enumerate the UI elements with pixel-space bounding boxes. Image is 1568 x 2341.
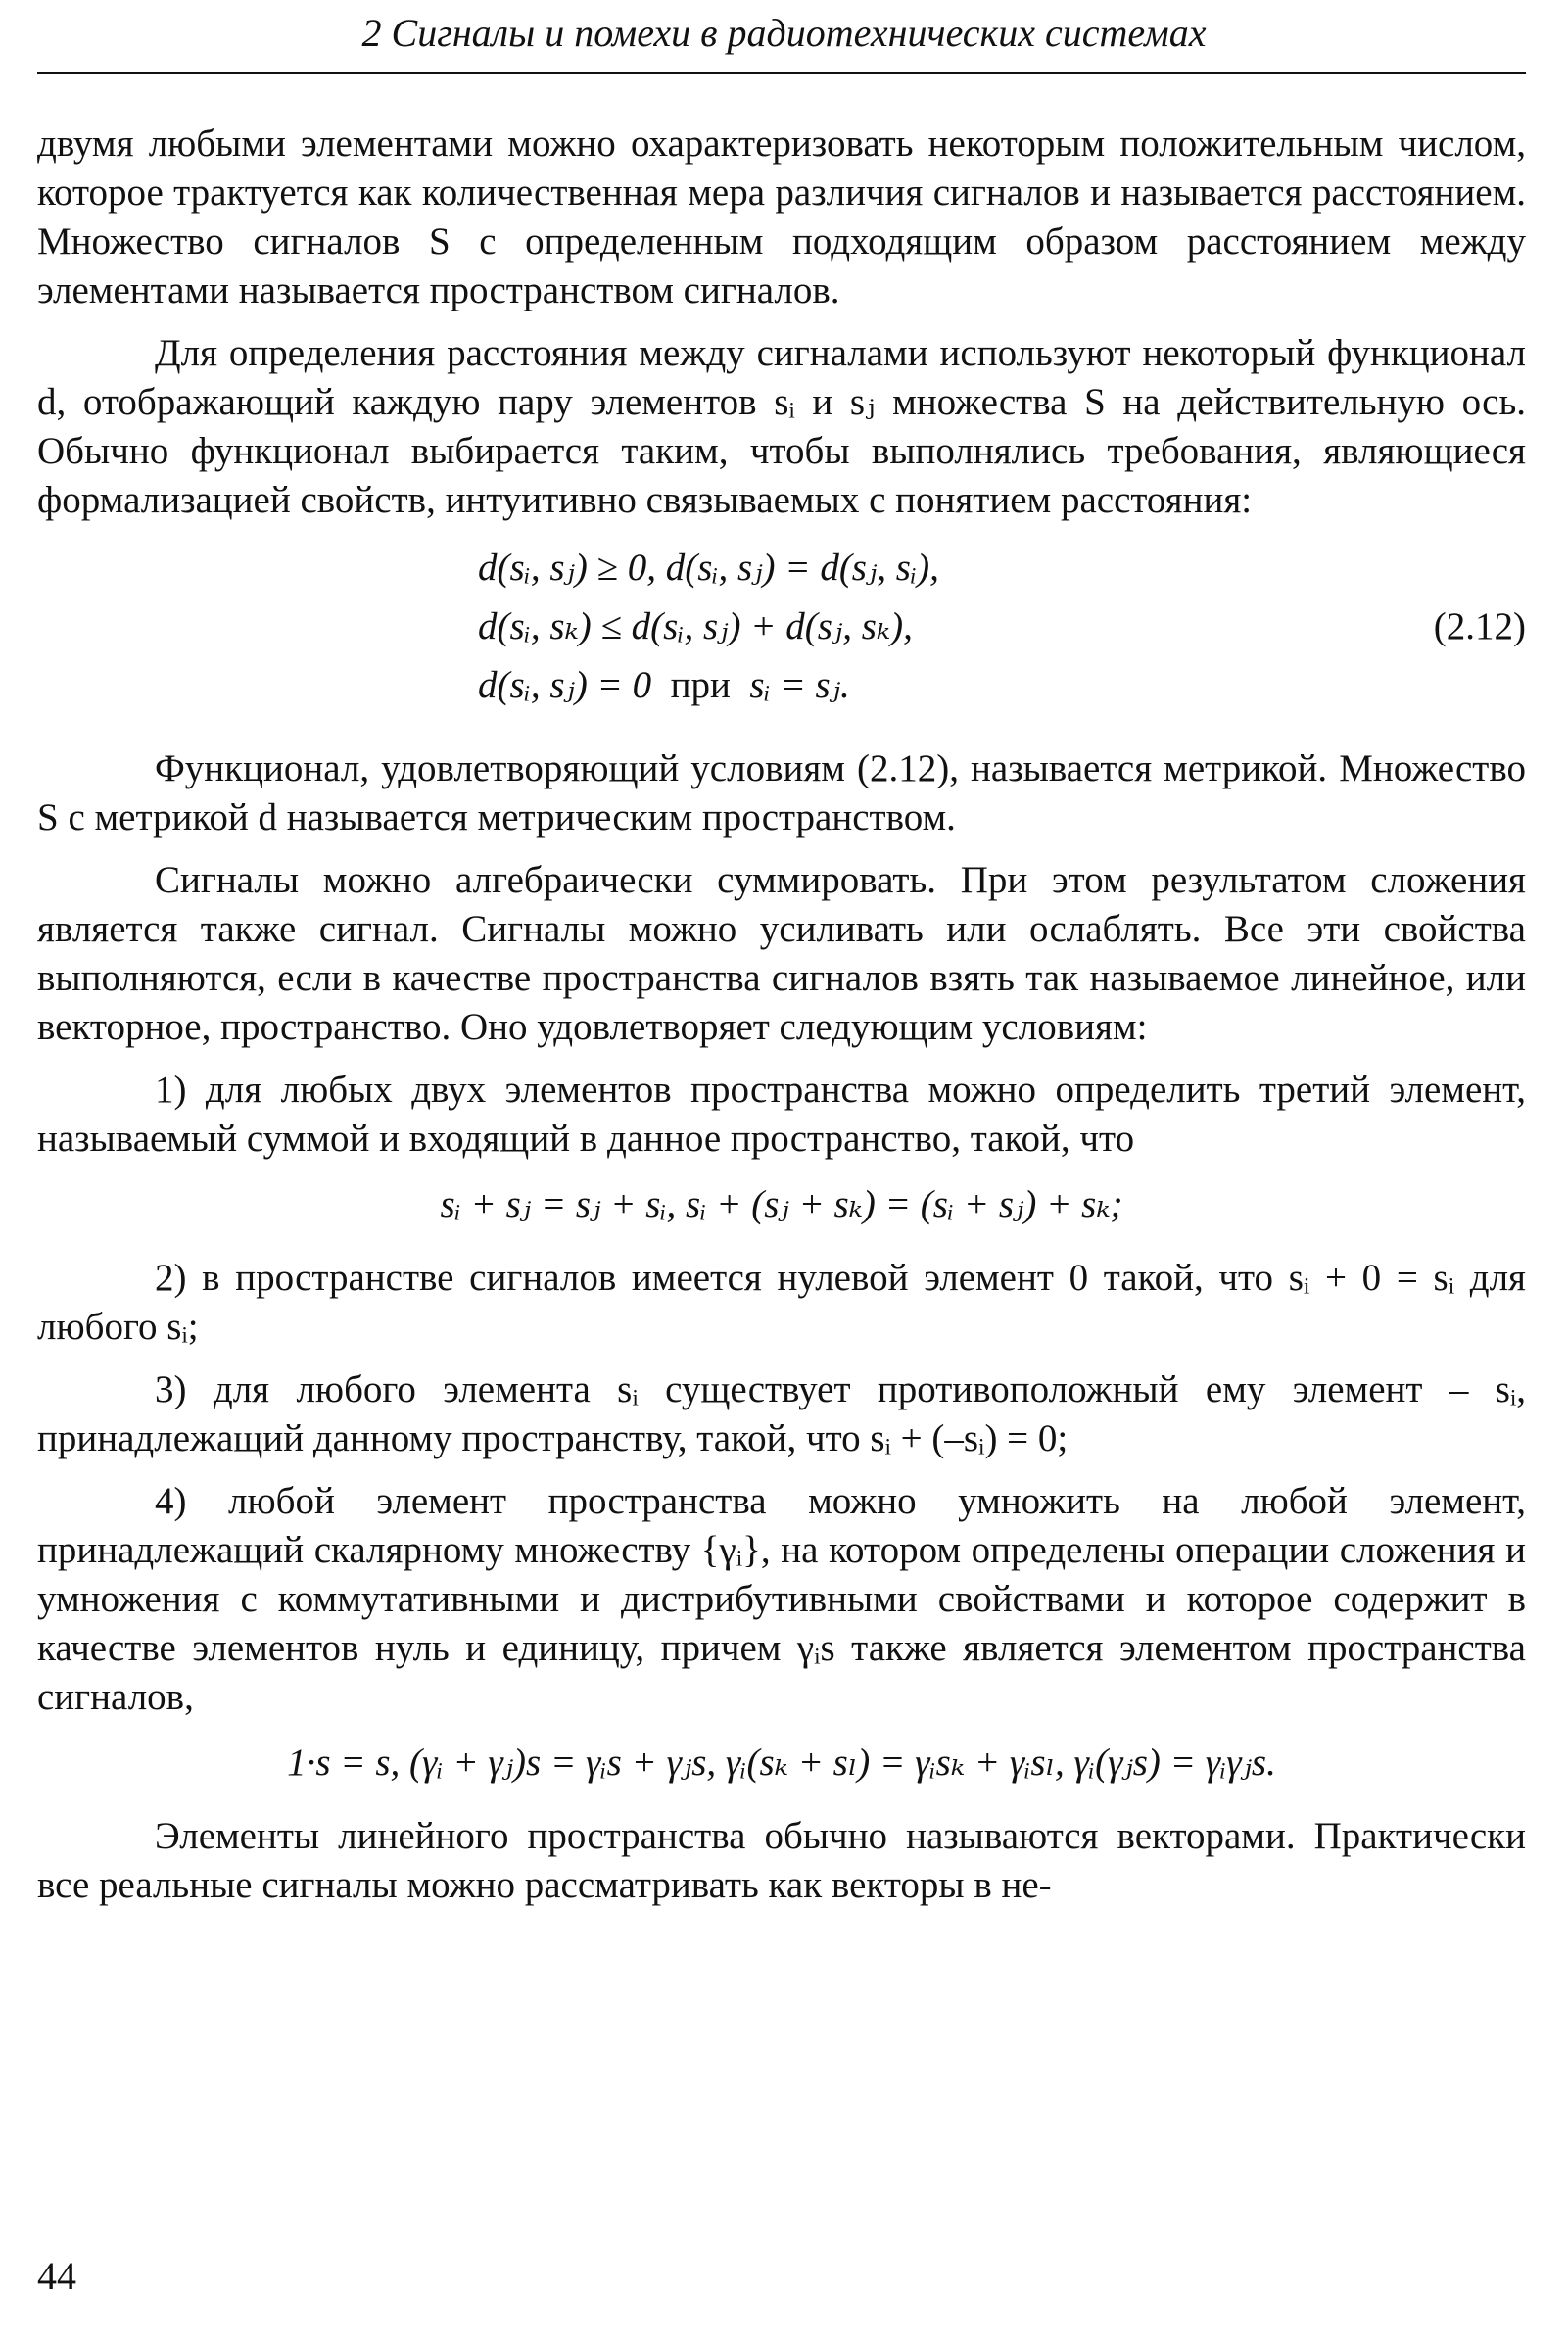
header-rule	[37, 72, 1526, 74]
formula-line-2: d(sᵢ, sₖ) ≤ d(sᵢ, sⱼ) + d(sⱼ, sₖ),	[478, 605, 913, 647]
equation-number: (2.12)	[1433, 605, 1526, 647]
formula-line-3-word: при	[670, 664, 731, 706]
formula-scalar: 1·s = s, (γᵢ + γⱼ)s = γᵢs + γⱼs, γᵢ(sₖ + sₗ) = γᵢsₖ + γᵢsₗ, γᵢ(γⱼs) = γᵢγⱼs.	[287, 1742, 1276, 1784]
list-item-3: 3) для любого элемента sᵢ существует противоположный ему элемент – sᵢ, принадлежащий данному пространству, такой, что sᵢ + (–sᵢ) = 0;	[37, 1368, 1526, 1459]
list-item-4: 4) любой элемент пространства можно умножить на любой элемент, принадлежащий скалярному множеству {γᵢ}, на котором определены операции сложения и умножения с коммутативными и дистрибутивными свойствами и которое содержит в качестве элементов нуль и единицу, причем γᵢs также является элементом пространства сигналов,	[37, 1480, 1526, 1718]
paragraph-3: Функционал, удовлетворяющий условиям (2.12), называется метрикой. Множество S с метрикой d называется метрическим пространством.	[37, 747, 1526, 838]
list-item-1: 1) для любых двух элементов пространства можно определить третий элемент, называемый суммой и входящий в данное пространство, такой, что	[37, 1069, 1526, 1160]
paragraph-1: двумя любыми элементами можно охарактеризовать некоторым положительным числом, которое трактуется как количественная мера различия сигналов и называется расстоянием. Множество сигналов S с определенным подходящим образом расстоянием между элементами называется пространством сигналов.	[37, 122, 1526, 311]
formula-line-3-math: d(sᵢ, sⱼ) = 0	[478, 664, 652, 706]
formula-lines	[478, 539, 939, 715]
list-item-2: 2) в пространстве сигналов имеется нулевой элемент 0 такой, что sᵢ + 0 = sᵢ для любого sᵢ;	[37, 1257, 1526, 1348]
running-head: 2 Сигналы и помехи в радиотехнических системах	[361, 11, 1207, 55]
paragraph-2: Для определения расстояния между сигналами используют некоторый функционал d, отображающий каждую пару элементов sᵢ и sⱼ множества S на действительную ось. Обычно функционал выбирается таким, чтобы выполнялись требования, являющиеся формализацией свойств, интуитивно связываемых с понятием расстояния:	[37, 332, 1526, 521]
formula-line-1: d(sᵢ, sⱼ) ≥ 0, d(sᵢ, sⱼ) = d(sⱼ, sᵢ),	[478, 547, 939, 589]
formula-line-3-cond: sᵢ = sⱼ.	[749, 664, 850, 706]
page-number: 44	[37, 2254, 76, 2298]
formula-sum: sᵢ + sⱼ = sⱼ + sᵢ, sᵢ + (sⱼ + sₖ) = (sᵢ + sⱼ) + sₖ;	[440, 1183, 1123, 1225]
paragraph-5: Элементы линейного пространства обычно называются векторами. Практически все реальные сигналы можно рассматривать как векторы в не-	[37, 1815, 1526, 1906]
paragraph-4: Сигналы можно алгебраически суммировать. При этом результатом сложения является также сигнал. Сигналы можно усиливать или ослаблять. Все эти свойства выполняются, если в качестве пространства сигналов взять так называемое линейное, или векторное, пространство. Оно удовлетворяет следующим условиям:	[37, 859, 1526, 1048]
formula-line-3	[478, 656, 939, 715]
formula-2-12	[37, 539, 1526, 723]
page-body	[37, 119, 1526, 1924]
